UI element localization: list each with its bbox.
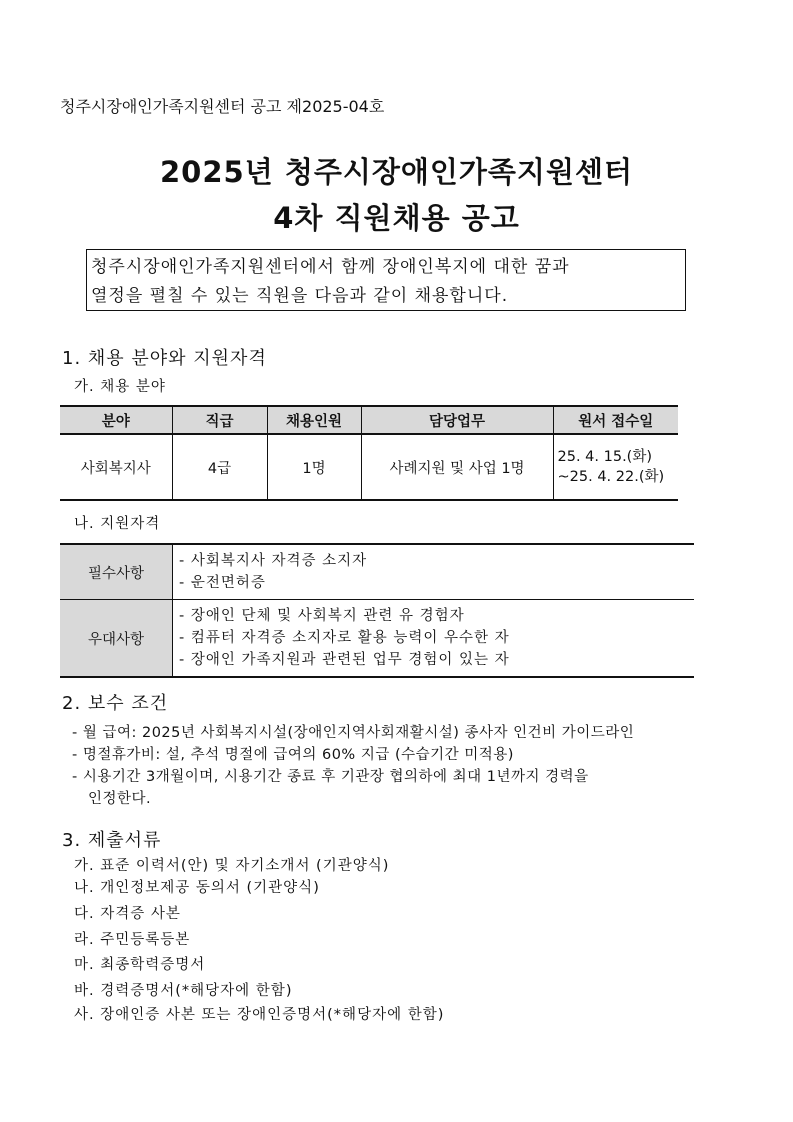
section1-heading: 1. 채용 분야와 지원자격 — [62, 348, 267, 369]
section3-heading: 3. 제출서류 — [62, 830, 162, 851]
list-item: - 컴퓨터 자격증 소지자로 활용 능력이 우수한 자 — [179, 630, 510, 646]
list-item: 다. 자격증 사본 — [74, 906, 181, 922]
list-item: 라. 주민등록등본 — [74, 932, 191, 948]
preferred-list — [173, 600, 695, 678]
notice-number: 청주시장애인가족지원센터 공고 제2025-04호 — [60, 97, 385, 116]
preferred-label: 우대사항 — [60, 600, 173, 678]
cell-field: 사회복지사 — [60, 434, 172, 500]
intro-box — [86, 249, 686, 311]
cell-count: 1명 — [267, 434, 361, 500]
list-item: 마. 최종학력증명서 — [74, 957, 206, 973]
required-list — [173, 544, 695, 600]
date-from: 25. 4. 15.(화) — [557, 449, 652, 465]
pay-item: 인정한다. — [88, 791, 152, 807]
list-item: - 장애인 가족지원과 관련된 업무 경험이 있는 자 — [179, 652, 510, 668]
table-row — [60, 544, 694, 600]
list-item: - 사회복지사 자격증 소지자 — [179, 553, 368, 569]
header-duty: 담당업무 — [361, 406, 553, 434]
list-item: 사. 장애인증 사본 또는 장애인증명서(*해당자에 한함) — [74, 1007, 445, 1023]
section2-heading: 2. 보수 조건 — [62, 693, 169, 714]
header-count: 채용인원 — [267, 406, 361, 434]
intro-line2: 열정을 펼칠 수 있는 직원을 다음과 같이 채용합니다. — [91, 286, 509, 306]
date-to: ~25. 4. 22.(화) — [557, 469, 665, 485]
header-date: 원서 접수일 — [553, 406, 678, 434]
cell-duty: 사례지원 및 사업 1명 — [361, 434, 553, 500]
header-field: 분야 — [60, 406, 172, 434]
list-item: - 운전면허증 — [179, 575, 266, 591]
table-header-row — [60, 406, 678, 434]
list-item: 나. 개인정보제공 동의서 (기관양식) — [74, 880, 320, 896]
list-item: - 장애인 단체 및 사회복지 관련 유 경험자 — [179, 608, 465, 624]
page-title-line1: 2025년 청주시장애인가족지원센터 — [160, 155, 633, 189]
pay-item: - 시용기간 3개월이며, 시용기간 종료 후 기관장 협의하에 최대 1년까지 경력을 — [72, 769, 589, 785]
section1-sub-a: 가. 채용 분야 — [74, 379, 166, 395]
page-title-line2: 4차 직원채용 공고 — [273, 201, 520, 235]
qualification-table — [60, 543, 694, 678]
list-item: 바. 경력증명서(*해당자에 한함) — [74, 983, 293, 999]
pay-item: - 명절휴가비: 설, 추석 명절에 급여의 60% 지급 (수습기간 미적용) — [72, 747, 514, 763]
table-row — [60, 434, 678, 500]
cell-grade: 4급 — [172, 434, 267, 500]
intro-line1: 청주시장애인가족지원센터에서 함께 장애인복지에 대한 꿈과 — [91, 257, 570, 277]
recruitment-table — [60, 405, 678, 501]
pay-item: - 월 급여: 2025년 사회복지시설(장애인지역사회재활시설) 종사자 인건비 가이드라인 — [72, 725, 635, 741]
required-label: 필수사항 — [60, 544, 173, 600]
list-item: 가. 표준 이력서(안) 및 자기소개서 (기관양식) — [74, 858, 390, 874]
section1-sub-b: 나. 지원자격 — [74, 516, 161, 532]
cell-date — [553, 434, 678, 500]
table-row — [60, 600, 694, 678]
header-grade: 직급 — [172, 406, 267, 434]
